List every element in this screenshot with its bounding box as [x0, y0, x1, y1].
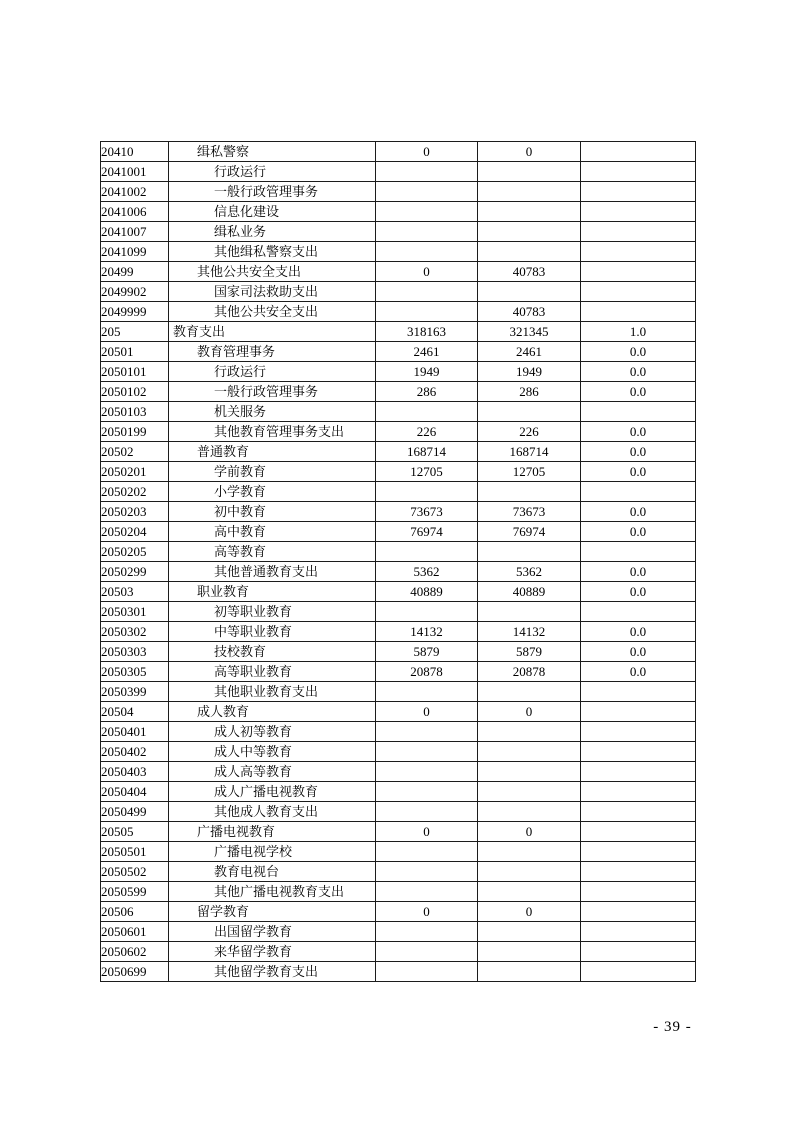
subject-name-cell: 国家司法救助支出: [169, 282, 376, 302]
amount-col2-cell: 20878: [478, 662, 581, 682]
table-row: [101, 542, 696, 562]
ratio-cell: [581, 182, 696, 202]
ratio-cell: 0.0: [581, 462, 696, 482]
ratio-cell: 0.0: [581, 422, 696, 442]
amount-col2-cell: 14132: [478, 622, 581, 642]
ratio-cell: [581, 862, 696, 882]
ratio-cell: 0.0: [581, 442, 696, 462]
subject-code-cell: 20503: [101, 582, 169, 602]
amount-col2-cell: 0: [478, 702, 581, 722]
subject-code-cell: 2050602: [101, 942, 169, 962]
subject-name-cell: 留学教育: [169, 902, 376, 922]
amount-col2-cell: 1949: [478, 362, 581, 382]
table-row: [101, 422, 696, 442]
amount-col1-cell: 286: [376, 382, 478, 402]
subject-code-cell: 2050399: [101, 682, 169, 702]
subject-name-cell: 成人高等教育: [169, 762, 376, 782]
ratio-cell: [581, 482, 696, 502]
amount-col2-cell: [478, 722, 581, 742]
ratio-cell: [581, 902, 696, 922]
amount-col1-cell: [376, 922, 478, 942]
ratio-cell: [581, 962, 696, 982]
subject-name-cell: 广播电视学校: [169, 842, 376, 862]
subject-code-cell: 2041099: [101, 242, 169, 262]
subject-code-cell: 2050502: [101, 862, 169, 882]
table-row: [101, 602, 696, 622]
subject-code-cell: 2050401: [101, 722, 169, 742]
subject-code-cell: 2050103: [101, 402, 169, 422]
subject-name-cell: 来华留学教育: [169, 942, 376, 962]
ratio-cell: 0.0: [581, 562, 696, 582]
ratio-cell: 0.0: [581, 362, 696, 382]
subject-code-cell: 2050203: [101, 502, 169, 522]
amount-col2-cell: 0: [478, 822, 581, 842]
subject-code-cell: 2050202: [101, 482, 169, 502]
table-row: [101, 782, 696, 802]
subject-code-cell: 2050599: [101, 882, 169, 902]
amount-col2-cell: [478, 162, 581, 182]
subject-name-cell: 机关服务: [169, 402, 376, 422]
table-row: [101, 862, 696, 882]
subject-name-cell: 其他公共安全支出: [169, 262, 376, 282]
ratio-cell: [581, 202, 696, 222]
table-row: [101, 642, 696, 662]
amount-col2-cell: 5362: [478, 562, 581, 582]
subject-code-cell: 2050299: [101, 562, 169, 582]
amount-col1-cell: 168714: [376, 442, 478, 462]
amount-col1-cell: 0: [376, 262, 478, 282]
subject-name-cell: 成人初等教育: [169, 722, 376, 742]
subject-name-cell: 信息化建设: [169, 202, 376, 222]
subject-name-cell: 缉私警察: [169, 142, 376, 162]
ratio-cell: [581, 302, 696, 322]
ratio-cell: [581, 882, 696, 902]
amount-col1-cell: [376, 962, 478, 982]
subject-code-cell: 2049999: [101, 302, 169, 322]
amount-col1-cell: [376, 282, 478, 302]
subject-code-cell: 20410: [101, 142, 169, 162]
table-row: [101, 962, 696, 982]
amount-col2-cell: [478, 762, 581, 782]
subject-code-cell: 2050204: [101, 522, 169, 542]
amount-col2-cell: [478, 742, 581, 762]
page-number: - 39 -: [653, 1019, 692, 1035]
ratio-cell: [581, 262, 696, 282]
amount-col1-cell: 0: [376, 702, 478, 722]
amount-col1-cell: [376, 162, 478, 182]
table-row: [101, 142, 696, 162]
subject-name-cell: 高等教育: [169, 542, 376, 562]
subject-name-cell: 其他留学教育支出: [169, 962, 376, 982]
subject-name-cell: 其他职业教育支出: [169, 682, 376, 702]
ratio-cell: [581, 542, 696, 562]
amount-col1-cell: [376, 302, 478, 322]
subject-code-cell: 2050402: [101, 742, 169, 762]
amount-col1-cell: 73673: [376, 502, 478, 522]
ratio-cell: 0.0: [581, 662, 696, 682]
subject-code-cell: 2050403: [101, 762, 169, 782]
subject-name-cell: 技校教育: [169, 642, 376, 662]
budget-table: [100, 141, 696, 982]
table-row: [101, 722, 696, 742]
subject-code-cell: 20499: [101, 262, 169, 282]
amount-col2-cell: 286: [478, 382, 581, 402]
amount-col1-cell: [376, 242, 478, 262]
amount-col1-cell: [376, 202, 478, 222]
table-row: [101, 922, 696, 942]
subject-code-cell: 2050699: [101, 962, 169, 982]
subject-code-cell: 2050199: [101, 422, 169, 442]
amount-col1-cell: [376, 782, 478, 802]
amount-col2-cell: [478, 402, 581, 422]
amount-col2-cell: [478, 782, 581, 802]
ratio-cell: [581, 782, 696, 802]
amount-col1-cell: [376, 882, 478, 902]
amount-col2-cell: 73673: [478, 502, 581, 522]
subject-code-cell: 20501: [101, 342, 169, 362]
subject-name-cell: 一般行政管理事务: [169, 382, 376, 402]
amount-col1-cell: [376, 842, 478, 862]
subject-code-cell: 2050305: [101, 662, 169, 682]
amount-col2-cell: [478, 962, 581, 982]
amount-col2-cell: 2461: [478, 342, 581, 362]
ratio-cell: [581, 682, 696, 702]
amount-col2-cell: [478, 602, 581, 622]
table-row: [101, 162, 696, 182]
table-row: [101, 942, 696, 962]
table-row: [101, 462, 696, 482]
subject-code-cell: 2050303: [101, 642, 169, 662]
table-row: [101, 182, 696, 202]
subject-name-cell: 小学教育: [169, 482, 376, 502]
ratio-cell: [581, 722, 696, 742]
ratio-cell: [581, 842, 696, 862]
amount-col1-cell: [376, 482, 478, 502]
amount-col1-cell: [376, 862, 478, 882]
ratio-cell: [581, 242, 696, 262]
table-row: [101, 482, 696, 502]
amount-col1-cell: [376, 722, 478, 742]
amount-col1-cell: [376, 402, 478, 422]
subject-code-cell: 2050404: [101, 782, 169, 802]
subject-name-cell: 普通教育: [169, 442, 376, 462]
table-row: [101, 822, 696, 842]
subject-name-cell: 高中教育: [169, 522, 376, 542]
subject-code-cell: 2041002: [101, 182, 169, 202]
subject-name-cell: 成人中等教育: [169, 742, 376, 762]
amount-col2-cell: [478, 922, 581, 942]
subject-code-cell: 20506: [101, 902, 169, 922]
table-row: [101, 742, 696, 762]
table-row: [101, 382, 696, 402]
subject-code-cell: 2049902: [101, 282, 169, 302]
subject-name-cell: 其他普通教育支出: [169, 562, 376, 582]
amount-col2-cell: [478, 482, 581, 502]
subject-code-cell: 20504: [101, 702, 169, 722]
table-row: [101, 522, 696, 542]
subject-code-cell: 20505: [101, 822, 169, 842]
ratio-cell: 0.0: [581, 522, 696, 542]
table-row: [101, 442, 696, 462]
ratio-cell: 0.0: [581, 342, 696, 362]
table-row: [101, 562, 696, 582]
amount-col2-cell: 40889: [478, 582, 581, 602]
amount-col1-cell: [376, 762, 478, 782]
amount-col1-cell: 226: [376, 422, 478, 442]
subject-name-cell: 学前教育: [169, 462, 376, 482]
table-row: [101, 682, 696, 702]
amount-col2-cell: [478, 842, 581, 862]
table-row: [101, 702, 696, 722]
ratio-cell: [581, 742, 696, 762]
subject-code-cell: 2050601: [101, 922, 169, 942]
subject-name-cell: 教育电视台: [169, 862, 376, 882]
amount-col2-cell: [478, 222, 581, 242]
subject-code-cell: 2050302: [101, 622, 169, 642]
ratio-cell: 0.0: [581, 582, 696, 602]
table-row: [101, 662, 696, 682]
amount-col2-cell: [478, 882, 581, 902]
amount-col2-cell: [478, 282, 581, 302]
subject-name-cell: 出国留学教育: [169, 922, 376, 942]
table-row: [101, 882, 696, 902]
subject-name-cell: 缉私业务: [169, 222, 376, 242]
amount-col2-cell: [478, 942, 581, 962]
subject-name-cell: 教育管理事务: [169, 342, 376, 362]
ratio-cell: [581, 282, 696, 302]
ratio-cell: [581, 922, 696, 942]
subject-code-cell: 2050101: [101, 362, 169, 382]
amount-col2-cell: [478, 802, 581, 822]
amount-col1-cell: [376, 742, 478, 762]
subject-code-cell: 2050499: [101, 802, 169, 822]
subject-code-cell: 2050102: [101, 382, 169, 402]
subject-name-cell: 高等职业教育: [169, 662, 376, 682]
subject-code-cell: 2050501: [101, 842, 169, 862]
amount-col2-cell: [478, 202, 581, 222]
table-row: [101, 262, 696, 282]
subject-name-cell: 初等职业教育: [169, 602, 376, 622]
amount-col2-cell: 0: [478, 902, 581, 922]
amount-col1-cell: [376, 602, 478, 622]
table-row: [101, 242, 696, 262]
table-row: [101, 342, 696, 362]
ratio-cell: [581, 942, 696, 962]
amount-col1-cell: 14132: [376, 622, 478, 642]
table-row: [101, 622, 696, 642]
ratio-cell: 0.0: [581, 642, 696, 662]
ratio-cell: [581, 702, 696, 722]
amount-col2-cell: 12705: [478, 462, 581, 482]
ratio-cell: 1.0: [581, 322, 696, 342]
amount-col1-cell: 40889: [376, 582, 478, 602]
amount-col1-cell: [376, 802, 478, 822]
amount-col2-cell: 40783: [478, 302, 581, 322]
subject-name-cell: 广播电视教育: [169, 822, 376, 842]
ratio-cell: 0.0: [581, 622, 696, 642]
amount-col2-cell: 321345: [478, 322, 581, 342]
table-row: [101, 362, 696, 382]
amount-col1-cell: [376, 942, 478, 962]
amount-col1-cell: [376, 682, 478, 702]
amount-col2-cell: [478, 242, 581, 262]
amount-col1-cell: 1949: [376, 362, 478, 382]
amount-col1-cell: 0: [376, 142, 478, 162]
table-row: [101, 762, 696, 782]
amount-col1-cell: 0: [376, 822, 478, 842]
ratio-cell: [581, 802, 696, 822]
amount-col2-cell: 5879: [478, 642, 581, 662]
ratio-cell: [581, 402, 696, 422]
amount-col2-cell: [478, 542, 581, 562]
subject-code-cell: 2041006: [101, 202, 169, 222]
table-row: [101, 802, 696, 822]
table-row: [101, 222, 696, 242]
table-row: [101, 202, 696, 222]
amount-col2-cell: [478, 182, 581, 202]
ratio-cell: [581, 762, 696, 782]
ratio-cell: [581, 822, 696, 842]
table-row: [101, 842, 696, 862]
ratio-cell: 0.0: [581, 382, 696, 402]
table-row: [101, 902, 696, 922]
subject-name-cell: 行政运行: [169, 162, 376, 182]
subject-code-cell: 2041007: [101, 222, 169, 242]
subject-name-cell: 其他缉私警察支出: [169, 242, 376, 262]
amount-col2-cell: 76974: [478, 522, 581, 542]
ratio-cell: [581, 142, 696, 162]
amount-col2-cell: [478, 682, 581, 702]
subject-name-cell: 其他广播电视教育支出: [169, 882, 376, 902]
subject-code-cell: 2050201: [101, 462, 169, 482]
table-row: [101, 282, 696, 302]
subject-code-cell: 2041001: [101, 162, 169, 182]
ratio-cell: [581, 602, 696, 622]
amount-col1-cell: 76974: [376, 522, 478, 542]
amount-col1-cell: 5879: [376, 642, 478, 662]
amount-col2-cell: [478, 862, 581, 882]
table-row: [101, 502, 696, 522]
ratio-cell: 0.0: [581, 502, 696, 522]
subject-name-cell: 教育支出: [169, 322, 376, 342]
subject-name-cell: 成人广播电视教育: [169, 782, 376, 802]
amount-col2-cell: 40783: [478, 262, 581, 282]
amount-col1-cell: 0: [376, 902, 478, 922]
subject-name-cell: 其他成人教育支出: [169, 802, 376, 822]
amount-col1-cell: 12705: [376, 462, 478, 482]
table-row: [101, 402, 696, 422]
table-row: [101, 322, 696, 342]
amount-col1-cell: [376, 222, 478, 242]
amount-col1-cell: [376, 542, 478, 562]
amount-col1-cell: 20878: [376, 662, 478, 682]
subject-code-cell: 2050205: [101, 542, 169, 562]
ratio-cell: [581, 162, 696, 182]
subject-name-cell: 成人教育: [169, 702, 376, 722]
subject-name-cell: 职业教育: [169, 582, 376, 602]
subject-name-cell: 中等职业教育: [169, 622, 376, 642]
amount-col1-cell: [376, 182, 478, 202]
amount-col1-cell: 318163: [376, 322, 478, 342]
subject-name-cell: 其他教育管理事务支出: [169, 422, 376, 442]
ratio-cell: [581, 222, 696, 242]
amount-col2-cell: 168714: [478, 442, 581, 462]
amount-col1-cell: 5362: [376, 562, 478, 582]
subject-name-cell: 行政运行: [169, 362, 376, 382]
amount-col1-cell: 2461: [376, 342, 478, 362]
table-row: [101, 302, 696, 322]
amount-col2-cell: 0: [478, 142, 581, 162]
amount-col2-cell: 226: [478, 422, 581, 442]
subject-name-cell: 初中教育: [169, 502, 376, 522]
subject-code-cell: 205: [101, 322, 169, 342]
subject-name-cell: 其他公共安全支出: [169, 302, 376, 322]
subject-name-cell: 一般行政管理事务: [169, 182, 376, 202]
table-row: [101, 582, 696, 602]
subject-code-cell: 2050301: [101, 602, 169, 622]
subject-code-cell: 20502: [101, 442, 169, 462]
